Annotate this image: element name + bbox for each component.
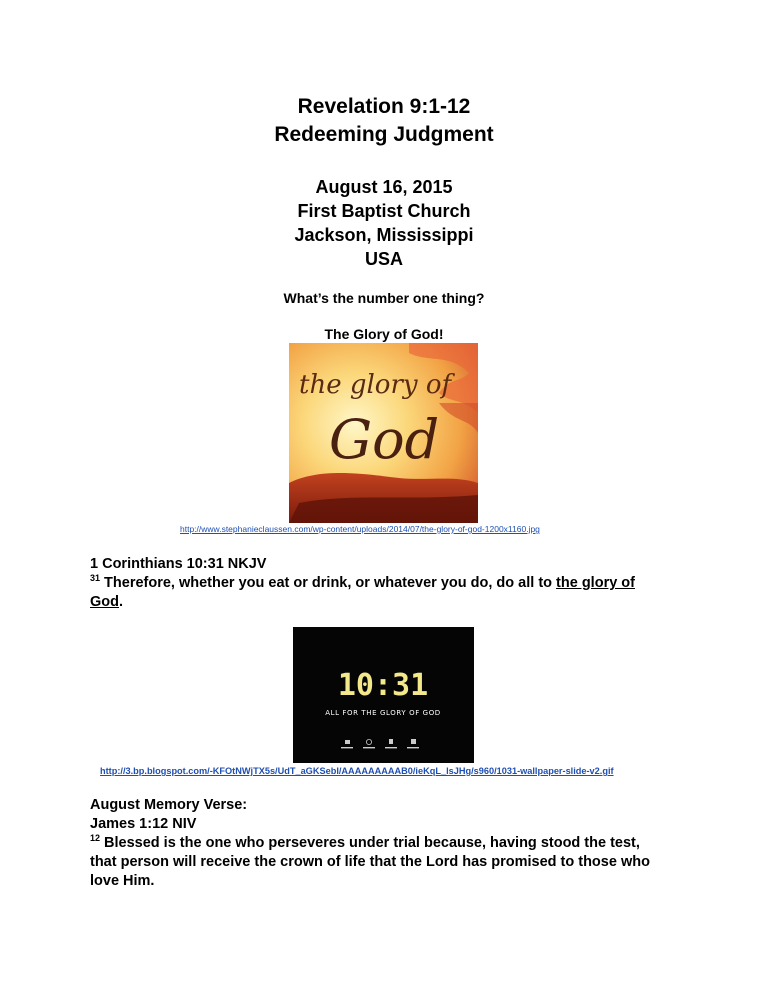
clock-caption: ALL FOR THE GLORY OF GOD [325,709,441,717]
sermon-date: August 16, 2015 [315,177,453,197]
verse-number-1: 31 [90,573,101,584]
verse-text-1 [90,574,680,593]
verse-underlined-1: the glory of [556,575,635,591]
sermon-title: Revelation 9:1-12 [297,95,471,118]
sermon-subtitle: Redeeming Judgment [274,123,494,146]
image-text-glory: the glory of [299,370,452,400]
memory-reference: James 1:12 NIV [90,816,197,832]
verse-underlined-2: God [90,594,119,610]
clock-text: 10:31 [337,668,429,703]
memory-heading: August Memory Verse: [90,797,248,813]
glory-of-god-image [289,343,478,523]
ten-thirty-one-image [293,627,474,763]
verse-block-1 [90,555,680,612]
memory-line-1 [90,834,680,853]
church-name: First Baptist Church [297,201,471,221]
verse-reference-1: 1 Corinthians 10:31 NKJV [90,556,267,572]
memory-line-3: love Him. [90,873,155,889]
question-text: What’s the number one thing? [283,290,485,306]
glory-image-link[interactable]: http://www.stephanieclaussen.com/wp-content/uploads/2014/07/the-glory-of-god-1200x1160.jpg [180,524,540,534]
clock-image-link[interactable]: http://3.bp.blogspot.com/-KFOtNWjTX5s/UdT_aGKSebI/AAAAAAAAAB0/ieKqL_lsJHg/s960/1031-wallpaper-slide-v2.gif [100,766,614,776]
church-country: USA [364,249,403,269]
church-city: Jackson, Mississippi [294,225,474,245]
verse-text-1-start: Therefore, whether you eat or drink, or whatever you do, do all to [100,575,557,591]
memory-verse-block [90,796,680,891]
answer-text: The Glory of God! [324,326,444,342]
image-text-god: God [329,408,440,471]
verse-text-1-cont [90,593,680,612]
memory-line-1-text: Blessed is the one who perseveres under trial because, having stood the test, [100,835,640,851]
memory-line-2: that person will receive the crown of life that the Lord has promised to those who [90,854,650,870]
memory-verse-number: 12 [90,833,101,844]
verse-text-1-end: . [119,594,124,610]
